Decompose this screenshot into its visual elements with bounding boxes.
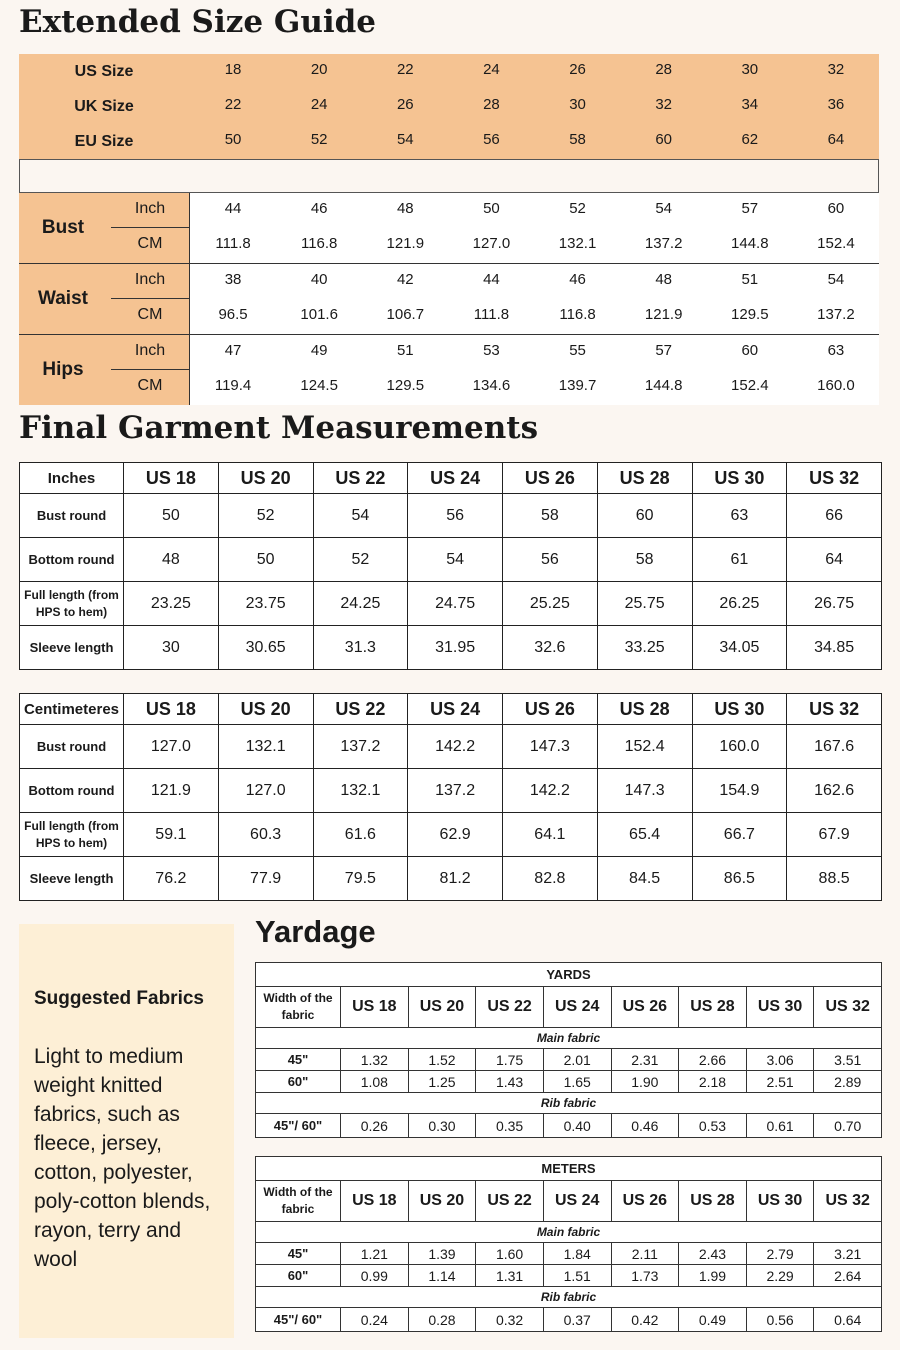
size-cell: 24	[310, 96, 328, 113]
value-cell: 0.30	[408, 1114, 476, 1138]
table-row	[256, 1071, 882, 1093]
section-label: Main fabric	[256, 1222, 882, 1243]
row-label: UK Size	[74, 98, 134, 115]
value-cell: 160.0	[817, 377, 855, 394]
row-label: 45"/ 60"	[256, 1114, 341, 1138]
value-cell: 0.64	[814, 1308, 882, 1332]
size-header: US 24	[408, 694, 503, 725]
value-cell: 50	[483, 200, 500, 217]
size-cell: 60	[655, 131, 673, 148]
value-cell: 58	[597, 538, 692, 582]
garment-title: Final Garment Measurements	[19, 410, 539, 446]
value-cell: 65.4	[597, 813, 692, 857]
inch-row	[190, 193, 879, 228]
row-label: 60"	[256, 1071, 341, 1093]
value-cell: 54	[655, 200, 673, 217]
row-label: 60"	[256, 1265, 341, 1287]
value-cell: 127.0	[124, 725, 219, 769]
size-cell: 34	[741, 96, 759, 113]
bust-block	[19, 193, 879, 264]
size-header: US 24	[408, 463, 503, 494]
value-cell: 167.6	[787, 725, 882, 769]
value-cell: 63	[827, 342, 845, 359]
size-cell: 50	[224, 131, 242, 148]
section-label: Rib fabric	[256, 1093, 882, 1114]
value-cell: 127.0	[472, 235, 511, 252]
value-cell: 111.8	[215, 235, 251, 252]
size-header: US 24	[543, 1181, 611, 1222]
value-cell: 1.52	[408, 1049, 476, 1071]
size-header: US 22	[476, 987, 544, 1028]
value-cell: 79.5	[313, 857, 408, 901]
value-cell: 82.8	[503, 857, 598, 901]
value-cell: 137.2	[817, 306, 855, 323]
table-row	[256, 1049, 882, 1071]
value-cell: 58	[503, 494, 598, 538]
table-row	[20, 582, 882, 626]
size-cell: 26	[569, 61, 586, 78]
value-cell: 132.1	[558, 235, 597, 252]
size-header: US 26	[611, 1181, 679, 1222]
uk-size-row	[19, 89, 879, 124]
value-cell: 0.24	[341, 1308, 409, 1332]
value-cell: 56	[503, 538, 598, 582]
value-cell: 48	[655, 271, 673, 288]
value-cell: 106.7	[386, 306, 425, 323]
size-header: US 18	[341, 987, 409, 1028]
unit-label: CM	[137, 377, 163, 394]
value-cell: 61	[692, 538, 787, 582]
table-caption: METERS	[256, 1157, 882, 1181]
size-header: US 28	[597, 463, 692, 494]
size-header: US 28	[597, 694, 692, 725]
value-cell: 44	[224, 200, 242, 217]
header-row	[256, 1181, 882, 1222]
value-cell: 152.4	[597, 725, 692, 769]
value-cell: 42	[396, 271, 414, 288]
size-conversion-header	[19, 54, 879, 159]
size-cell: 36	[827, 96, 845, 113]
value-cell: 52	[313, 538, 408, 582]
value-cell: 0.49	[679, 1308, 747, 1332]
value-cell: 0.40	[543, 1114, 611, 1138]
value-cell: 24.75	[408, 582, 503, 626]
yardage-title: Yardage	[255, 914, 376, 949]
value-cell: 86.5	[692, 857, 787, 901]
value-cell: 54	[408, 538, 503, 582]
value-cell: 162.6	[787, 769, 882, 813]
value-cell: 0.32	[476, 1308, 544, 1332]
size-header: US 30	[692, 463, 787, 494]
value-cell: 54	[827, 271, 845, 288]
row-label: US Size	[74, 63, 134, 80]
waist-block	[19, 264, 879, 335]
value-cell: 1.39	[408, 1243, 476, 1265]
value-cell: 2.89	[814, 1071, 882, 1093]
header-row	[20, 694, 882, 725]
value-cell: 2.31	[611, 1049, 679, 1071]
value-cell: 26.25	[692, 582, 787, 626]
us-size-row	[19, 54, 879, 89]
value-cell: 48	[124, 538, 219, 582]
size-cell: 24	[483, 61, 500, 78]
value-cell: 31.95	[408, 626, 503, 670]
value-cell: 66	[787, 494, 882, 538]
value-cell: 2.18	[679, 1071, 747, 1093]
value-cell: 48	[396, 200, 414, 217]
value-cell: 24.25	[313, 582, 408, 626]
size-cell: 52	[310, 131, 328, 148]
value-cell: 34.05	[692, 626, 787, 670]
value-cell: 1.60	[476, 1243, 544, 1265]
value-cell: 30.65	[218, 626, 313, 670]
value-cell: 34.85	[787, 626, 882, 670]
value-cell: 57	[655, 342, 673, 359]
size-header: US 20	[218, 463, 313, 494]
fabrics-title: Suggested Fabrics	[34, 988, 204, 1009]
measurement-name: Waist	[38, 288, 88, 309]
size-header: US 20	[218, 694, 313, 725]
size-header: US 30	[692, 694, 787, 725]
value-cell: 1.90	[611, 1071, 679, 1093]
suggested-fabrics-panel	[19, 924, 234, 1338]
value-cell: 96.5	[218, 306, 248, 323]
table-row	[20, 538, 882, 582]
value-cell: 2.01	[543, 1049, 611, 1071]
row-label: Bust round	[20, 725, 124, 769]
garment-inches-table	[19, 462, 882, 670]
size-header: US 26	[503, 463, 598, 494]
value-cell: 121.9	[644, 306, 683, 323]
value-cell: 1.43	[476, 1071, 544, 1093]
size-cell: 22	[396, 61, 414, 78]
value-cell: 33.25	[597, 626, 692, 670]
value-cell: 160.0	[692, 725, 787, 769]
value-cell: 51	[396, 342, 414, 359]
cm-row	[190, 370, 879, 405]
value-cell: 142.2	[503, 769, 598, 813]
size-header: US 18	[124, 694, 219, 725]
value-cell: 76.2	[124, 857, 219, 901]
row-label: 45"	[256, 1243, 341, 1265]
value-cell: 132.1	[313, 769, 408, 813]
unit-label: Inch	[111, 264, 189, 299]
size-header: US 26	[503, 694, 598, 725]
value-cell: 137.2	[313, 725, 408, 769]
value-cell: 129.5	[731, 306, 769, 323]
value-cell: 137.2	[408, 769, 503, 813]
value-cell: 127.0	[218, 769, 313, 813]
size-header: US 18	[341, 1181, 409, 1222]
row-label: 45"/ 60"	[256, 1308, 341, 1332]
value-cell: 147.3	[597, 769, 692, 813]
row-label: EU Size	[74, 133, 134, 150]
size-header: US 30	[746, 987, 814, 1028]
size-header: US 30	[746, 1181, 814, 1222]
unit-label: CM	[137, 306, 163, 323]
value-cell: 49	[310, 342, 328, 359]
value-cell: 0.37	[543, 1308, 611, 1332]
row-label: Bottom round	[20, 769, 124, 813]
value-cell: 59.1	[124, 813, 219, 857]
unit-label: Inch	[111, 193, 189, 228]
size-cell: 58	[569, 131, 586, 148]
size-cell: 64	[827, 131, 845, 148]
value-cell: 1.25	[408, 1071, 476, 1093]
value-cell: 62.9	[408, 813, 503, 857]
value-cell: 1.32	[341, 1049, 409, 1071]
value-cell: 144.8	[731, 235, 769, 252]
value-cell: 26.75	[787, 582, 882, 626]
size-guide-table	[19, 54, 879, 405]
table-row	[20, 494, 882, 538]
value-cell: 132.1	[218, 725, 313, 769]
value-cell: 46	[569, 271, 586, 288]
value-cell: 25.75	[597, 582, 692, 626]
value-cell: 38	[224, 271, 242, 288]
table-row	[20, 725, 882, 769]
value-cell: 57	[741, 200, 759, 217]
value-cell: 64	[787, 538, 882, 582]
value-cell: 0.42	[611, 1308, 679, 1332]
value-cell: 121.9	[124, 769, 219, 813]
inch-row	[190, 335, 879, 370]
size-header: US 26	[611, 987, 679, 1028]
size-cell: 28	[483, 96, 500, 113]
value-cell: 147.3	[503, 725, 598, 769]
value-cell: 60.3	[218, 813, 313, 857]
value-cell: 0.56	[746, 1308, 814, 1332]
size-header: US 24	[543, 987, 611, 1028]
table-row	[20, 769, 882, 813]
value-cell: 77.9	[218, 857, 313, 901]
yardage-yards-table	[255, 962, 882, 1138]
value-cell: 60	[827, 200, 845, 217]
value-cell: 44	[483, 271, 500, 288]
size-cell: 56	[483, 131, 500, 148]
header-row	[256, 987, 882, 1028]
size-cell: 20	[310, 61, 328, 78]
size-cell: 22	[224, 96, 242, 113]
cm-row	[190, 299, 879, 334]
width-label: Width of the fabric	[256, 987, 341, 1028]
value-cell: 61.6	[313, 813, 408, 857]
yardage-meters-table	[255, 1156, 882, 1332]
table-row	[256, 1308, 882, 1332]
value-cell: 137.2	[644, 235, 683, 252]
value-cell: 3.51	[814, 1049, 882, 1071]
size-cell: 30	[569, 96, 586, 113]
row-label: Full length (from HPS to hem)	[20, 582, 124, 626]
value-cell: 64.1	[503, 813, 598, 857]
value-cell: 2.51	[746, 1071, 814, 1093]
value-cell: 0.46	[611, 1114, 679, 1138]
value-cell: 50	[218, 538, 313, 582]
value-cell: 52	[218, 494, 313, 538]
value-cell: 46	[310, 200, 328, 217]
size-cell: 32	[827, 61, 845, 78]
garment-cm-table	[19, 693, 882, 901]
size-header: US 28	[679, 1181, 747, 1222]
size-cell: 32	[655, 96, 673, 113]
size-cell: 62	[741, 131, 759, 148]
value-cell: 2.79	[746, 1243, 814, 1265]
value-cell: 30	[124, 626, 219, 670]
value-cell: 3.06	[746, 1049, 814, 1071]
value-cell: 2.29	[746, 1265, 814, 1287]
table-row	[20, 813, 882, 857]
value-cell: 116.8	[559, 306, 596, 323]
size-header: US 28	[679, 987, 747, 1028]
value-cell: 2.43	[679, 1243, 747, 1265]
value-cell: 142.2	[408, 725, 503, 769]
value-cell: 25.25	[503, 582, 598, 626]
value-cell: 1.65	[543, 1071, 611, 1093]
value-cell: 0.26	[341, 1114, 409, 1138]
value-cell: 0.61	[746, 1114, 814, 1138]
value-cell: 88.5	[787, 857, 882, 901]
fabrics-description: Light to medium weight knitted fabrics, such as fleece, jersey, cotton, polyester, poly-cotton blends, rayon, terry and wool	[34, 1045, 211, 1271]
value-cell: 50	[124, 494, 219, 538]
value-cell: 116.8	[300, 235, 338, 252]
size-header: US 22	[313, 694, 408, 725]
value-cell: 1.99	[679, 1265, 747, 1287]
value-cell: 0.99	[341, 1265, 409, 1287]
value-cell: 0.70	[814, 1114, 882, 1138]
value-cell: 2.66	[679, 1049, 747, 1071]
value-cell: 154.9	[692, 769, 787, 813]
table-row	[20, 857, 882, 901]
row-label: Bust round	[20, 494, 124, 538]
value-cell: 0.53	[679, 1114, 747, 1138]
size-header: US 20	[408, 1181, 476, 1222]
value-cell: 51	[741, 271, 759, 288]
row-label: Sleeve length	[20, 857, 124, 901]
row-label: Full length (from HPS to hem)	[20, 813, 124, 857]
value-cell: 101.6	[300, 306, 338, 323]
value-cell: 121.9	[386, 235, 425, 252]
section-label: Rib fabric	[256, 1287, 882, 1308]
value-cell: 1.73	[611, 1265, 679, 1287]
value-cell: 3.21	[814, 1243, 882, 1265]
value-cell: 55	[569, 342, 586, 359]
value-cell: 152.4	[817, 235, 855, 252]
table-row	[256, 1114, 882, 1138]
unit-label: Inch	[111, 335, 189, 370]
value-cell: 47	[224, 342, 242, 359]
measurement-name: Hips	[42, 359, 84, 380]
size-header: US 20	[408, 987, 476, 1028]
corner-label: Centimeteres	[20, 694, 124, 725]
value-cell: 1.51	[543, 1265, 611, 1287]
size-header: US 32	[787, 463, 882, 494]
value-cell: 0.28	[408, 1308, 476, 1332]
value-cell: 32.6	[503, 626, 598, 670]
value-cell: 56	[408, 494, 503, 538]
size-header: US 32	[814, 1181, 882, 1222]
value-cell: 52	[569, 200, 586, 217]
size-header: US 32	[787, 694, 882, 725]
value-cell: 134.6	[472, 377, 511, 394]
size-header: US 22	[313, 463, 408, 494]
value-cell: 60	[741, 342, 759, 359]
value-cell: 1.31	[476, 1265, 544, 1287]
value-cell: 2.11	[611, 1243, 679, 1265]
size-cell: 30	[741, 61, 759, 78]
value-cell: 81.2	[408, 857, 503, 901]
divider	[19, 159, 879, 193]
value-cell: 1.14	[408, 1265, 476, 1287]
row-label: Bottom round	[20, 538, 124, 582]
size-header: US 32	[814, 987, 882, 1028]
value-cell: 1.75	[476, 1049, 544, 1071]
value-cell: 0.35	[476, 1114, 544, 1138]
value-cell: 124.5	[300, 377, 338, 394]
table-row	[256, 1243, 882, 1265]
value-cell: 60	[597, 494, 692, 538]
value-cell: 2.64	[814, 1265, 882, 1287]
width-label: Width of the fabric	[256, 1181, 341, 1222]
value-cell: 66.7	[692, 813, 787, 857]
size-cell: 28	[655, 61, 673, 78]
section-label: Main fabric	[256, 1028, 882, 1049]
value-cell: 23.25	[124, 582, 219, 626]
value-cell: 63	[692, 494, 787, 538]
value-cell: 53	[483, 342, 500, 359]
table-caption: YARDS	[256, 963, 882, 987]
size-cell: 26	[396, 96, 414, 113]
size-header: US 22	[476, 1181, 544, 1222]
value-cell: 54	[313, 494, 408, 538]
table-row	[20, 626, 882, 670]
value-cell: 111.8	[473, 306, 510, 323]
size-cell: 54	[396, 131, 414, 148]
unit-label: CM	[137, 235, 163, 252]
value-cell: 152.4	[731, 377, 769, 394]
value-cell: 139.7	[558, 377, 597, 394]
eu-size-row	[19, 124, 879, 159]
value-cell: 67.9	[787, 813, 882, 857]
hips-block	[19, 335, 879, 405]
value-cell: 40	[310, 271, 328, 288]
inch-row	[190, 264, 879, 299]
table-row	[256, 1265, 882, 1287]
value-cell: 129.5	[386, 377, 425, 394]
row-label: Sleeve length	[20, 626, 124, 670]
value-cell: 23.75	[218, 582, 313, 626]
value-cell: 1.21	[341, 1243, 409, 1265]
size-cell: 18	[224, 61, 242, 78]
size-header: US 18	[124, 463, 219, 494]
header-row	[20, 463, 882, 494]
cm-row	[190, 228, 879, 263]
value-cell: 31.3	[313, 626, 408, 670]
value-cell: 84.5	[597, 857, 692, 901]
value-cell: 1.84	[543, 1243, 611, 1265]
value-cell: 144.8	[644, 377, 683, 394]
corner-label: Inches	[20, 463, 124, 494]
size-guide-title: Extended Size Guide	[19, 4, 377, 40]
row-label: 45"	[256, 1049, 341, 1071]
value-cell: 1.08	[341, 1071, 409, 1093]
value-cell: 119.4	[214, 377, 252, 394]
measurement-name: Bust	[41, 217, 85, 238]
